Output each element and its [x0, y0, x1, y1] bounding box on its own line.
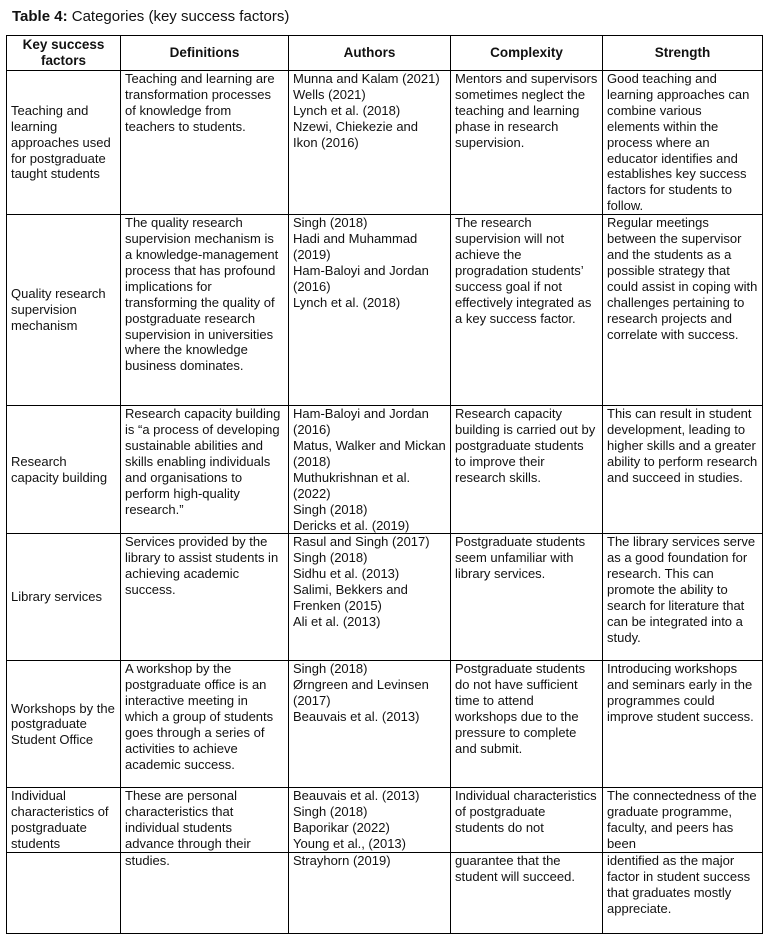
authors-cell	[289, 71, 451, 215]
header-row	[7, 36, 763, 71]
authors-cell	[289, 406, 451, 534]
factor-cell: Library services	[7, 534, 121, 661]
author-entry: Salimi, Bekkers and Frenken (2015)	[293, 582, 408, 614]
table-row	[7, 71, 763, 215]
header-definitions: Definitions	[121, 36, 289, 71]
factor-cell-continued	[7, 853, 121, 934]
authors-cell	[289, 534, 451, 661]
author-entry: Beauvais et al. (2013)	[293, 788, 420, 804]
factor-cell: Individual characteristics of postgraduate students	[7, 788, 121, 853]
definition-cell-continued: studies.	[121, 853, 289, 934]
table-row-continued	[7, 853, 763, 934]
author-entry: Baporikar (2022)	[293, 820, 390, 836]
authors-cell-continued	[289, 853, 451, 934]
complexity-cell: Postgraduate students do not have sufficient time to attend workshops due to the pressure to complete and submit.	[451, 661, 603, 788]
author-entry: Ham-Baloyi and Jordan (2016)	[293, 406, 429, 438]
author-entry: Young et al., (2013)	[293, 836, 406, 852]
strength-cell: Introducing workshops and seminars early in the programmes could improve student success.	[603, 661, 763, 788]
table-caption	[12, 8, 289, 26]
caption-label: Table 4:	[12, 8, 68, 25]
author-entry: Singh (2018)	[293, 215, 368, 231]
author-entry: Singh (2018)	[293, 661, 368, 677]
author-entry: Wells (2021)	[293, 86, 366, 102]
table-row	[7, 406, 763, 534]
complexity-cell: Mentors and supervisors sometimes neglect the teaching and learning phase in research supervision.	[451, 71, 603, 215]
definition-cell: Teaching and learning are transformation processes of knowledge from teachers to students.	[121, 71, 289, 215]
author-entry: Muthukrishnan et al. (2022)	[293, 469, 411, 501]
table-row	[7, 534, 763, 661]
table-row	[7, 788, 763, 853]
complexity-cell: Postgraduate students seem unfamiliar with library services.	[451, 534, 603, 661]
author-entry: Lynch et al. (2018)	[293, 102, 401, 118]
strength-cell-continued: identified as the major factor in student success that graduates mostly appreciate.	[603, 853, 763, 934]
author-entry: Ali et al. (2013)	[293, 613, 381, 629]
author-entry: Ham-Baloyi and Jordan (2016)	[293, 262, 429, 294]
author-entry: Beauvais et al. (2013)	[293, 709, 420, 725]
header-key-success-factors: Key success factors	[7, 36, 121, 71]
factor-cell: Workshops by the postgraduate Student Office	[7, 661, 121, 788]
factor-cell: Teaching and learning approaches used for postgraduate taught students	[7, 71, 121, 215]
definition-cell: Services provided by the library to assist students in achieving academic success.	[121, 534, 289, 661]
complexity-cell-continued: guarantee that the student will succeed.	[451, 853, 603, 934]
author-entry: Singh (2018)	[293, 804, 368, 820]
author-entry: Rasul and Singh (2017)	[293, 534, 430, 550]
author-entry: Hadi and Muhammad (2019)	[293, 231, 418, 262]
factor-cell: Research capacity building	[7, 406, 121, 534]
complexity-cell: The research supervision will not achieve the progradation students’ success goal if not effectively integrated as a key success factor.	[451, 215, 603, 406]
author-entry: Ørngreen and Levinsen (2017)	[293, 677, 429, 709]
complexity-cell: Research capacity building is carried out by postgraduate students to improve their research skills.	[451, 406, 603, 534]
table-row	[7, 215, 763, 406]
factor-cell: Quality research supervision mechanism	[7, 215, 121, 406]
definition-cell: Research capacity building is “a process of developing sustainable abilities and skills enabling individuals and organisations to perform high-quality research.”	[121, 406, 289, 534]
authors-cell	[289, 661, 451, 788]
definition-cell: A workshop by the postgraduate office is an interactive meeting in which a group of students goes through a series of activities to achieve academic success.	[121, 661, 289, 788]
strength-cell: Regular meetings between the supervisor and the students as a possible strategy that could assist in coping with challenges pertaining to research projects and correlate with success.	[603, 215, 763, 406]
definition-cell: These are personal characteristics that individual students advance through their	[121, 788, 289, 853]
author-entry: Munna and Kalam (2021)	[293, 71, 440, 86]
complexity-cell: Individual characteristics of postgraduate students do not	[451, 788, 603, 853]
strength-cell: The connectedness of the graduate programme, faculty, and peers has been	[603, 788, 763, 853]
author-entry: Singh (2018)	[293, 550, 368, 566]
author-entry: Dericks et al. (2019)	[293, 517, 410, 533]
header-strength: Strength	[603, 36, 763, 71]
strength-cell: This can result in student development, leading to higher skills and a greater ability to perform research and succeed in studies.	[603, 406, 763, 534]
strength-cell: The library services serve as a good foundation for research. This can promote the ability to search for literature that can be integrated into a study.	[603, 534, 763, 661]
author-entry: Matus, Walker and Mickan (2018)	[293, 437, 446, 469]
definition-cell: The quality research supervision mechanism is a knowledge-management process that has profound implications for transforming the quality of postgraduate research supervision in universities where the knowledge business dominates.	[121, 215, 289, 406]
caption-text: Categories (key success factors)	[67, 8, 290, 25]
author-entry: Singh (2018)	[293, 501, 368, 517]
author-entry: Nzewi, Chiekezie and Ikon (2016)	[293, 118, 419, 150]
table-row	[7, 661, 763, 788]
author-entry: Lynch et al. (2018)	[293, 294, 401, 310]
authors-cell	[289, 215, 451, 406]
strength-cell: Good teaching and learning approaches can combine various elements within the process where an educator identifies and establishes key success factors for students to follow.	[603, 71, 763, 215]
author-entry: Strayhorn (2019)	[293, 853, 391, 869]
header-authors: Authors	[289, 36, 451, 71]
success-factors-table	[6, 35, 763, 934]
author-entry: Sidhu et al. (2013)	[293, 566, 400, 582]
authors-cell	[289, 788, 451, 853]
header-complexity: Complexity	[451, 36, 603, 71]
